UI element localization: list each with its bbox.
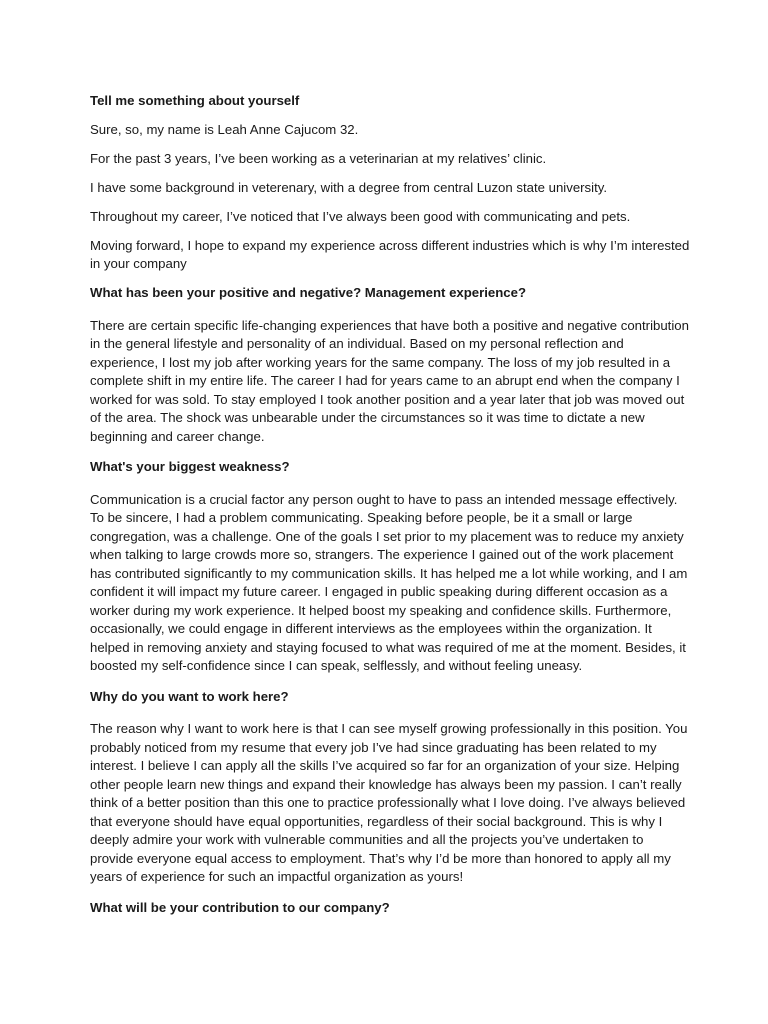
answer-paragraph: I have some background in veterenary, with a degree from central Luzon state university. <box>90 179 608 195</box>
document-page <box>90 92 690 927</box>
answer-paragraph: Sure, so, my name is Leah Anne Cajucom 32. <box>90 121 359 137</box>
question-heading: What will be your contribution to our company? <box>90 899 390 915</box>
answer-paragraph: Communication is a crucial factor any person ought to have to pass an intended message effectively. To be sincere, I had a problem communicating. Speaking before people, be it a small or large congregation, was a challenge. One of the goals I set prior to my placement was to reduce my anxiety when talking to large crowds more so, strangers. The experience I gained out of the work placement has contributed significantly to my communication skills. It has helped me a lot while working, and I am confident it will impact my future career. I engaged in public speaking during different occasion as a worker during my work experience. It helped boost my speaking and confidence skills. Furthermore, occasionally, we could engage in different interviews as the employees within the organization. It helped in removing anxiety and staying focused to what was required of me at the moment. Besides, it boosted my self-confidence since I can speak, selflessly, and without feeling uneasy. <box>90 491 688 673</box>
answer-paragraph: There are certain specific life-changing experiences that have both a positive and negative contribution in the general lifestyle and personality of an individual. Based on my personal reflection and experience, I lost my job after working years for the same company. The loss of my job resulted in a complete shift in my entire life. The career I had for years came to an abrupt end when the company I worked for was sold. To stay employed I took another position and a year later that job was moved out of the area. The shock was unbearable under the circumstances so it was time to dictate a new beginning and career change. <box>90 317 689 444</box>
answer-paragraph: The reason why I want to work here is that I can see myself growing professionally in this position. You probably noticed from my resume that every job I’ve had since graduating has been related to my interest. I believe I can apply all the skills I’ve acquired so far for an organization of your size. Helping other people learn new things and expand their knowledge has always been my passion. I can’t really think of a better position than this one to practice professionally what I love doing. I’ve always believed that everyone should have equal opportunities, regardless of their social background. This is why I deeply admire your work with vulnerable communities and all the projects you’ve undertaken to provide everyone equal access to employment. That’s why I’d be more than honored to apply all my years of experience for such an impactful organization as yours! <box>90 721 688 884</box>
answer-paragraph: Moving forward, I hope to expand my experience across different industries which is why I’m interested in your company <box>90 237 690 271</box>
question-heading: What has been your positive and negative? Management experience? <box>90 285 527 300</box>
answer-paragraph: Throughout my career, I’ve noticed that I’ve always been good with communicating and pets. <box>90 208 631 224</box>
answer-paragraph: For the past 3 years, I’ve been working as a veterinarian at my relatives’ clinic. <box>90 150 547 166</box>
question-heading: What's your biggest weakness? <box>90 459 290 474</box>
question-heading: Why do you want to work here? <box>90 688 289 704</box>
question-heading: Tell me something about yourself <box>90 93 300 108</box>
